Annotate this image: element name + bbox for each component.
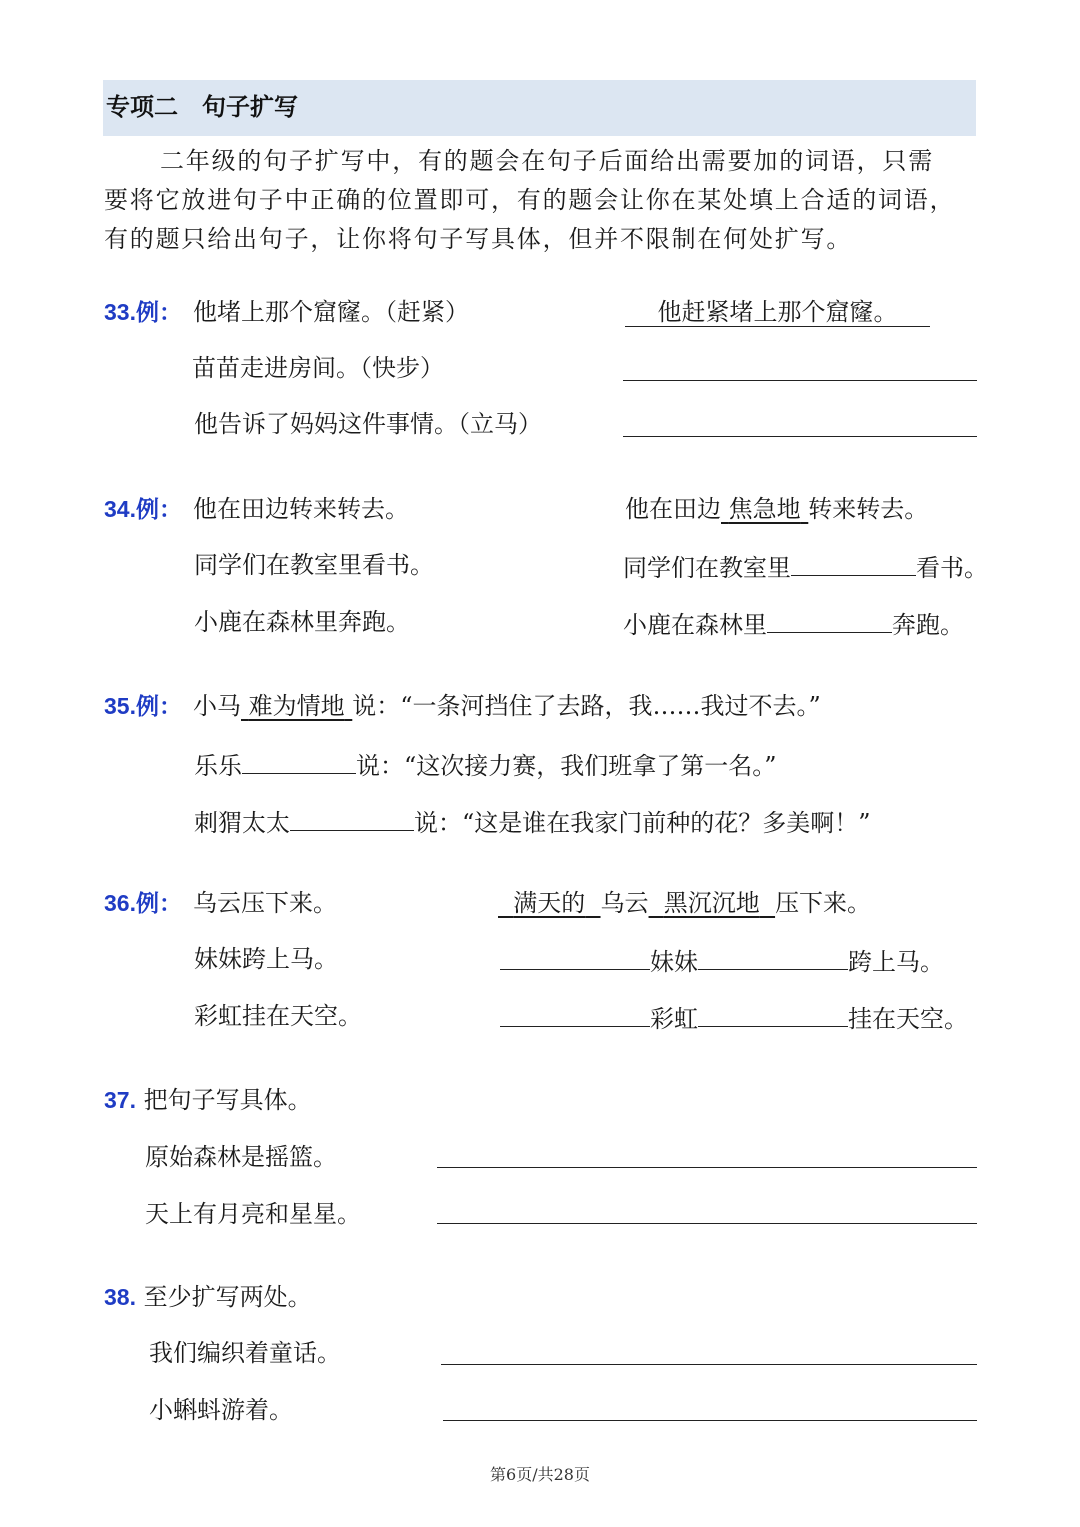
page-footer: 第6页/共28页 — [490, 1465, 590, 1484]
q33-example-answer-text: 他赶紧堵上那个窟窿。 — [657, 298, 898, 326]
question-number: 38. — [104, 1284, 136, 1310]
question-38-row — [104, 1281, 312, 1313]
q33-item-2: 他告诉了妈妈这件事情。（立马） — [194, 410, 542, 438]
q34-answer-1 — [623, 549, 988, 584]
q35-item-2-post: 说：“这是谁在我家门前种的花？多美啊！” — [414, 809, 871, 837]
q34-example-post: 转来转去。 — [808, 495, 929, 523]
q36-example-fill-1-text: 满天的 — [513, 889, 586, 917]
q36-answer-1-mid: 妹妹 — [650, 948, 698, 976]
q35-item-1-pre: 乐乐 — [194, 752, 242, 780]
q36-answer-2 — [500, 1000, 968, 1035]
q34-answer-2-post: 奔跑。 — [892, 611, 964, 639]
q33-item-1: 苗苗走进房间。（快步） — [192, 354, 444, 382]
question-number: 35. — [104, 693, 136, 719]
q35-example-post: 说：“一条河挡住了去路，我……我过不去。” — [352, 692, 821, 720]
q36-example-fill-1 — [498, 889, 601, 917]
intro-line-3: 有的题只给出句子，让你将句子写具体，但并不限制在何处扩写。 — [104, 225, 853, 253]
q38-answer-line-2[interactable] — [443, 1420, 977, 1421]
q34-answer-2-pre: 小鹿在森林里 — [623, 611, 767, 639]
q34-example-answer — [625, 493, 928, 525]
q37-item-2: 天上有月亮和星星。 — [145, 1200, 361, 1228]
q37-answer-line-2[interactable] — [437, 1223, 977, 1224]
q34-blank-1[interactable] — [791, 549, 916, 576]
example-label: 例： — [135, 496, 182, 522]
q35-item-1 — [194, 747, 777, 782]
q38-item-2: 小蝌蚪游着。 — [149, 1396, 293, 1424]
q36-answer-2-mid: 彩虹 — [650, 1005, 698, 1033]
q36-example-fill-2 — [649, 889, 776, 917]
q35-item-1-post: 说：“这次接力赛，我们班拿了第一名。” — [356, 752, 777, 780]
example-label: 例： — [135, 299, 182, 325]
q33-example-answer — [625, 296, 930, 327]
q34-example-sentence: 他在田边转来转去。 — [193, 495, 409, 523]
question-34-number-row — [104, 493, 182, 525]
q37-instruction: 把句子写具体。 — [143, 1086, 312, 1114]
question-number: 37. — [104, 1087, 136, 1113]
q36-item-2: 彩虹挂在天空。 — [194, 1002, 362, 1030]
q36-answer-1-post: 跨上马。 — [848, 948, 944, 976]
example-label: 例： — [135, 890, 182, 916]
q36-blank-2b[interactable] — [698, 1000, 848, 1027]
q36-example-mid: 乌云 — [600, 889, 649, 917]
question-number: 34. — [104, 496, 136, 522]
q36-example-answer — [498, 887, 871, 919]
q36-example-post: 压下来。 — [775, 889, 872, 917]
q35-blank-1[interactable] — [242, 747, 356, 774]
q36-item-1: 妹妹跨上马。 — [194, 945, 338, 973]
q36-example-fill-2-text: 黑沉沉地 — [663, 889, 760, 917]
q37-answer-line-1[interactable] — [437, 1167, 977, 1168]
q34-answer-1-post: 看书。 — [916, 554, 988, 582]
q35-item-2 — [194, 804, 871, 839]
q35-blank-2[interactable] — [290, 804, 414, 831]
q34-blank-2[interactable] — [767, 606, 892, 633]
q35-example-fill-text: 难为情地 — [248, 692, 345, 720]
q38-answer-line-1[interactable] — [441, 1364, 977, 1365]
q35-example-pre: 小马 — [193, 692, 241, 720]
q38-item-1: 我们编织着童话。 — [149, 1339, 341, 1367]
q36-blank-1b[interactable] — [698, 943, 848, 970]
q34-item-2: 小鹿在森林里奔跑。 — [194, 608, 410, 636]
q35-example — [193, 690, 821, 722]
q36-answer-1 — [500, 943, 944, 978]
question-37-row — [104, 1084, 312, 1116]
q34-answer-2 — [623, 606, 964, 641]
q36-blank-1a[interactable] — [500, 943, 650, 970]
q37-item-1: 原始森林是摇篮。 — [145, 1143, 337, 1171]
question-33-number-row — [104, 296, 182, 328]
q34-item-1: 同学们在教室里看书。 — [194, 551, 434, 579]
question-35-number-row — [104, 690, 182, 722]
q34-example-fill — [721, 495, 808, 523]
q33-answer-line-2[interactable] — [623, 436, 977, 437]
intro-line-2: 要将它放进句子中正确的位置即可，有的题会让你在某处填上合适的词语， — [104, 186, 956, 214]
q36-example-sentence: 乌云压下来。 — [193, 889, 337, 917]
example-label: 例： — [135, 693, 182, 719]
q38-instruction: 至少扩写两处。 — [143, 1283, 312, 1311]
q34-answer-1-pre: 同学们在教室里 — [623, 554, 791, 582]
q35-item-2-pre: 刺猬太太 — [194, 809, 290, 837]
q34-example-pre: 他在田边 — [625, 495, 721, 523]
q36-answer-2-post: 挂在天空。 — [848, 1005, 968, 1033]
intro-line-1: 二年级的句子扩写中，有的题会在句子后面给出需要加的词语，只需 — [160, 147, 934, 175]
q34-example-fill-text: 焦急地 — [728, 495, 801, 523]
q36-blank-2a[interactable] — [500, 1000, 650, 1027]
question-number: 33. — [104, 299, 136, 325]
q33-answer-line-1[interactable] — [623, 380, 977, 381]
question-36-number-row — [104, 887, 182, 919]
section-title: 专项二 句子扩写 — [106, 93, 298, 121]
q33-example-sentence: 他堵上那个窟窿。（赶紧） — [193, 298, 469, 326]
q35-example-fill — [241, 692, 352, 720]
question-number: 36. — [104, 890, 136, 916]
